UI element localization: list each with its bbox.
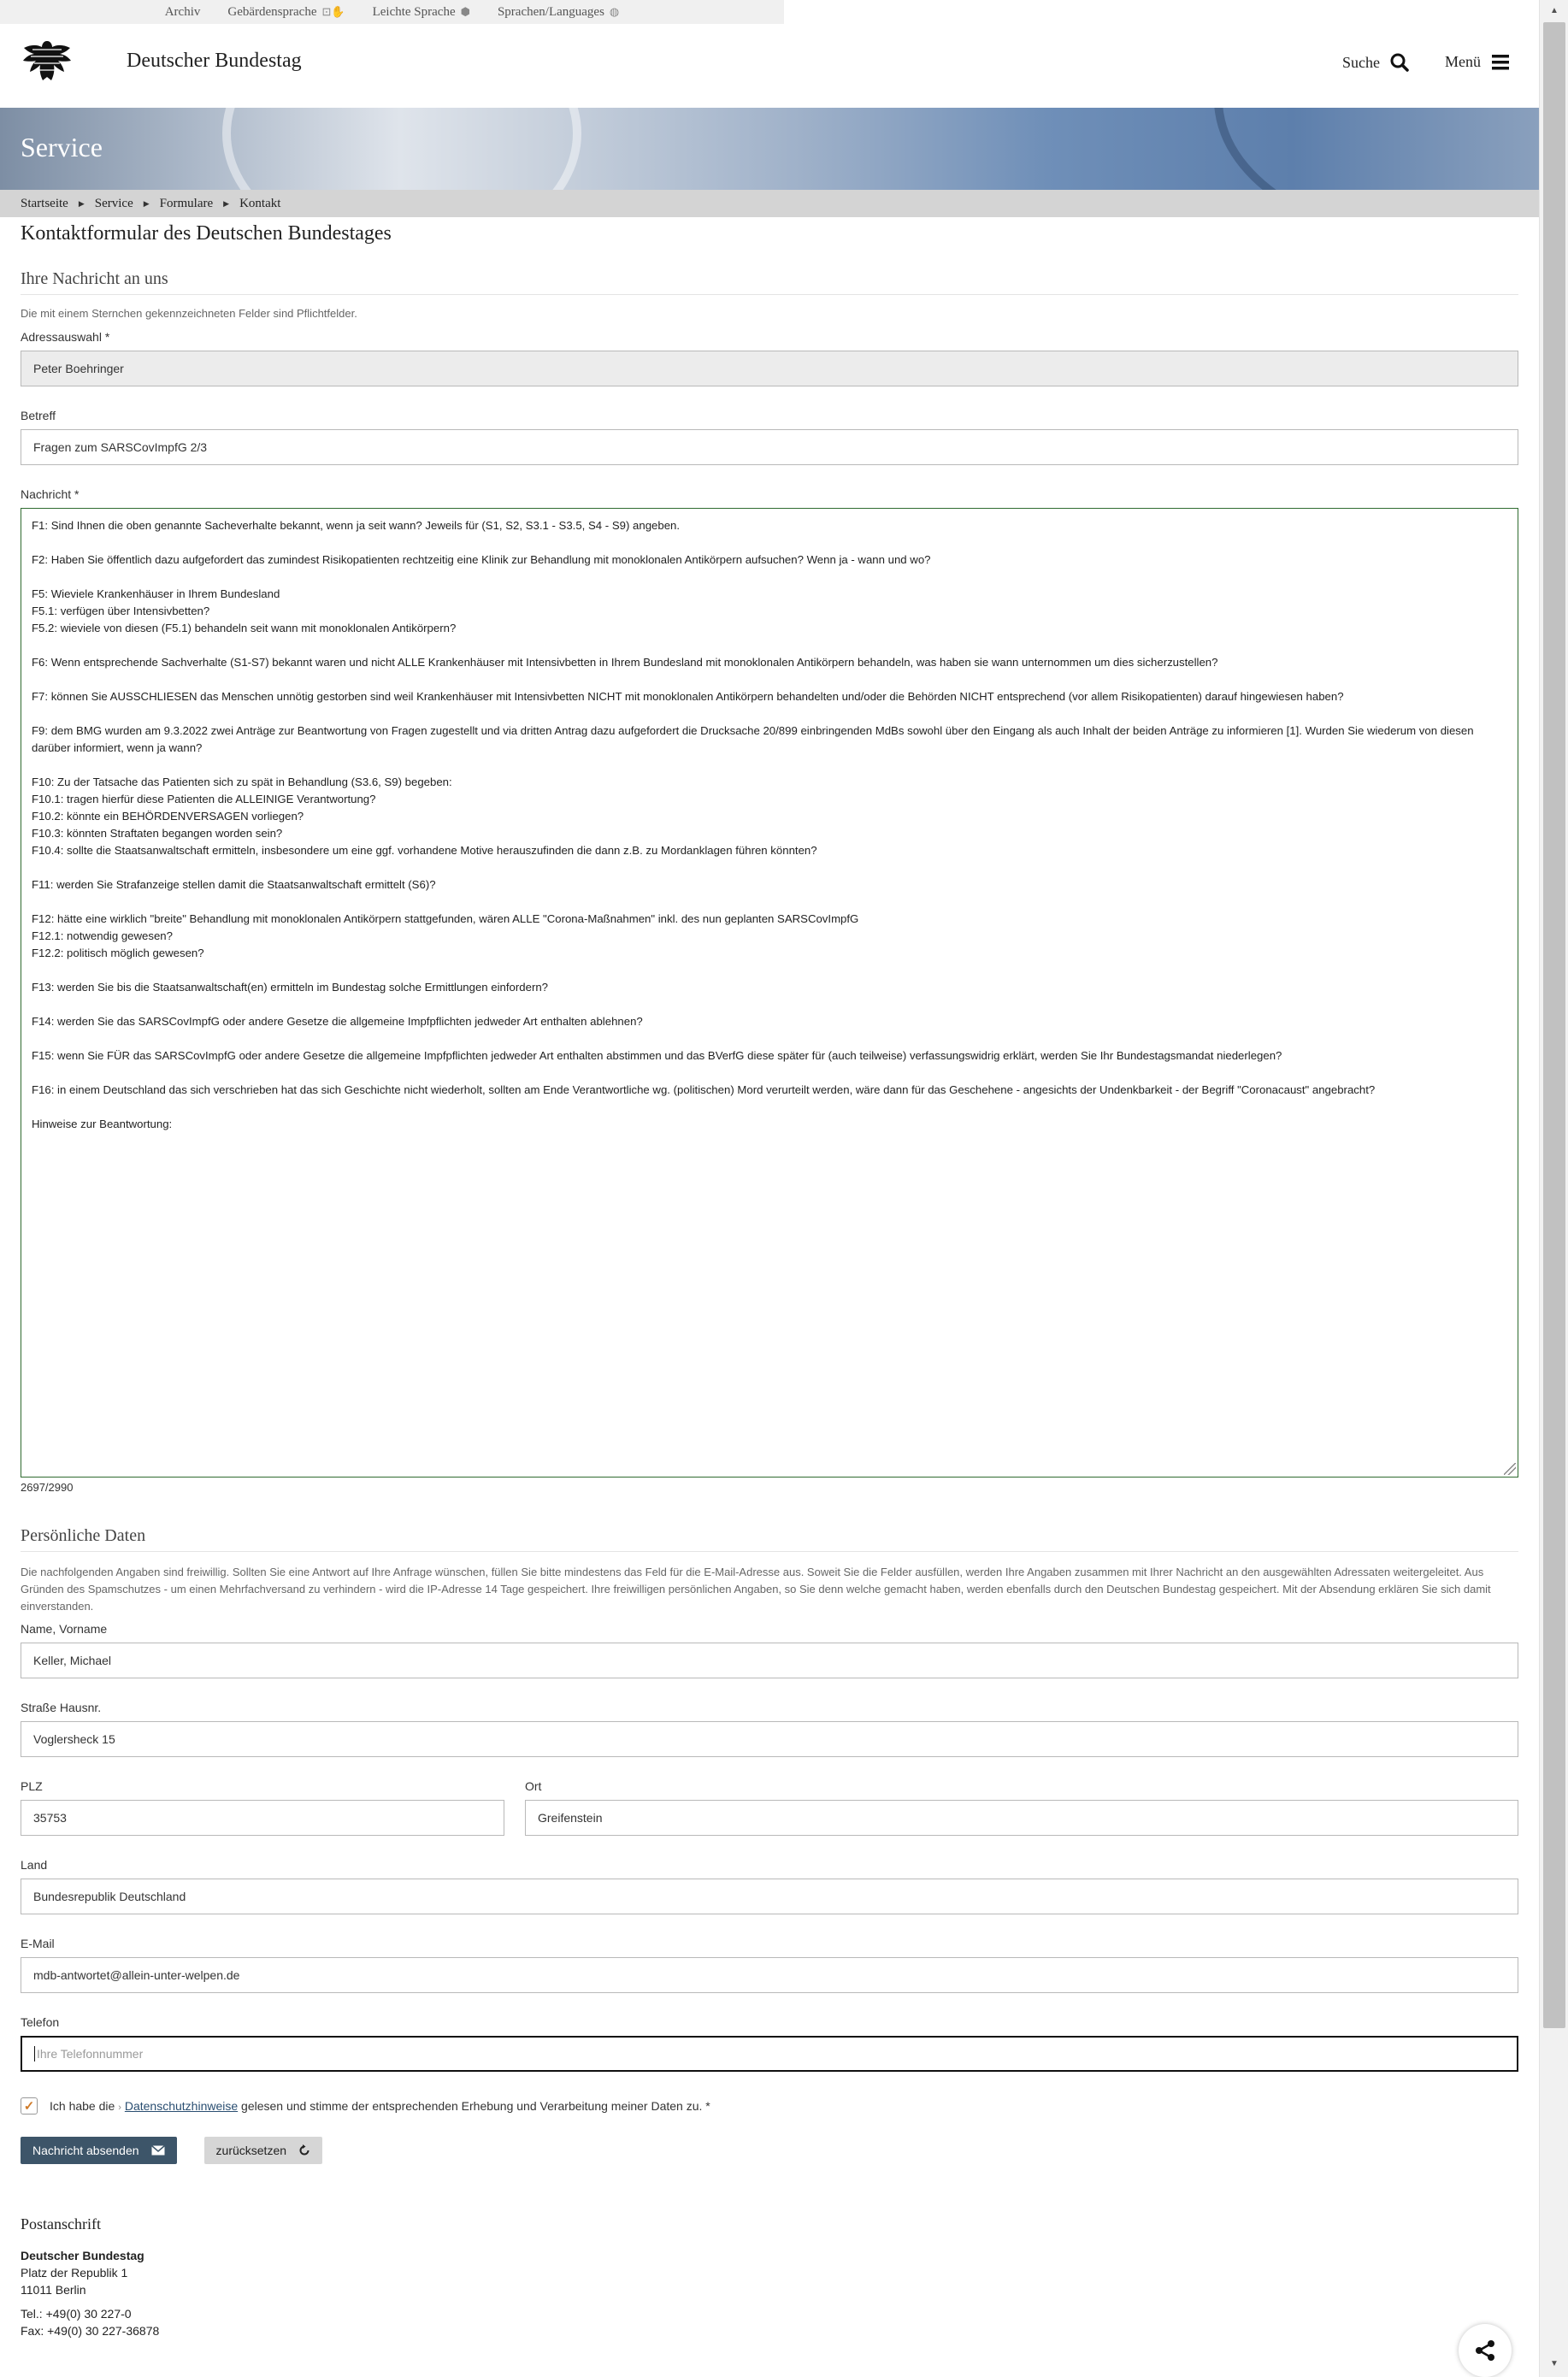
message-line: F2: Haben Sie öffentlich dazu aufgefordert das zumindest Risikopatienten rechtzeitig eine Klinik zur Behandlung mit monoklonalen Antikörpern aufsuchen? Wenn ja - wann und wo? — [32, 553, 931, 566]
message-line: F14: werden Sie das SARSCovImpfG oder andere Gesetze die allgemeine Impfpflichten jedweder Art enthalten ablehnen? — [32, 1015, 643, 1028]
search-button[interactable] — [1342, 53, 1409, 72]
breadcrumb — [0, 190, 1539, 217]
message-line: F9: dem BMG wurden am 9.3.2022 zwei Anträge zur Beantwortung von Fragen zugestellt und via dritten Antrag dazu aufgefordert die Drucksache 20/899 einbringenden MdBs sowohl über den Eingang als auch Inhalt der beiden Anträge zu informieren [1]. Wurden Sie wiederum von diesen darüber informiert, wenn ja wann? — [32, 724, 1477, 754]
message-line — [32, 996, 1507, 1013]
search-icon — [1390, 53, 1409, 72]
breadcrumb-item[interactable]: Startseite — [21, 196, 68, 210]
city-group — [525, 1757, 1518, 1836]
address-select[interactable] — [21, 351, 1518, 386]
plz-input-value: 35753 — [33, 1811, 67, 1825]
postal-fax: Fax: +49(0) 30 227-36878 — [21, 2324, 160, 2338]
plz-group — [21, 1757, 504, 1836]
message-line — [32, 534, 1507, 551]
country-input[interactable] — [21, 1879, 1518, 1914]
message-line — [32, 1065, 1507, 1082]
banner-decoration — [1214, 108, 1539, 190]
topbar-archiv-link[interactable]: Archiv — [164, 4, 201, 19]
email-input-value: mdb-antwortet@allein-unter-welpen.de — [33, 1968, 240, 1982]
name-input-value: Keller, Michael — [33, 1654, 112, 1667]
message-line: F11: werden Sie Strafanzeige stellen damit die Staatsanwaltschaft ermittelt (S6)? — [32, 878, 436, 891]
consent-checkbox[interactable] — [21, 2097, 38, 2115]
message-line: F6: Wenn entsprechende Sachverhalte (S1-S7) bekannt waren und nicht ALLE Krankenhäuser mit Intensivbetten in Ihrem Bundesland mit monoklonalen Antikörpern behandeln, was haben sie wann unternommen um dies sicherzustellen? — [32, 656, 1218, 669]
postal-street: Platz der Republik 1 — [21, 2266, 128, 2280]
plz-label: PLZ — [21, 1779, 43, 1793]
country-label: Land — [21, 1858, 48, 1872]
site-header — [0, 24, 1539, 108]
privacy-notice: Die nachfolgenden Angaben sind freiwillig. Sollten Sie eine Antwort auf Ihre Anfrage wünschen, füllen Sie bitte mindestens das Feld für die E-Mail-Adresse aus. Soweit Sie die Felder ausfüllen, werden Ihre Angaben zusammen mit Ihrer Nachricht an den ausgewählten Adressaten weitergeleitet. Aus Gründen des Spamschutzes - um einen Mehrfachversand zu verhindern - wird die IP-Adresse 14 Tage gespeichert. Ihre freiwilligen persönlichen Angaben, so Sie denn welche gemacht haben, werden ebenfalls durch den Deutschen Bundestag gespeichert. Mit der Absendung erklären Sie sich damit einverstanden. — [21, 1566, 1491, 1613]
message-line: F10.2: könnte ein BEHÖRDENVERSAGEN vorliegen? — [32, 810, 304, 823]
scroll-down-icon[interactable]: ▼ — [1550, 2358, 1559, 2368]
address-select-value: Peter Boehringer — [33, 362, 124, 375]
utility-bar — [0, 0, 784, 24]
email-input[interactable] — [21, 1957, 1518, 1993]
message-line: F10.1: tragen hierfür diese Patienten die ALLEINIGE Verantwortung? — [32, 793, 376, 805]
message-line — [32, 894, 1507, 911]
submit-button-label: Nachricht absenden — [32, 2144, 139, 2157]
city-label: Ort — [525, 1779, 542, 1793]
section-banner — [0, 108, 1539, 190]
message-line: F12: hätte eine wirklich "breite" Behandlung mit monoklonalen Antikörpern stattgefunden, wären ALLE "Corona-Maßnahmen" inkl. des nun geplanten SARSCovImpfG — [32, 912, 859, 925]
city-input[interactable] — [525, 1800, 1518, 1836]
street-label: Straße Hausnr. — [21, 1701, 102, 1714]
message-line: F10: Zu der Tatsache das Patienten sich zu spät in Behandlung (S3.6, S9) begeben: — [32, 776, 452, 788]
message-line: F5.1: verfügen über Intensivbetten? — [32, 605, 210, 617]
globe-icon: ◍ — [609, 5, 620, 18]
name-label: Name, Vorname — [21, 1622, 108, 1636]
reset-icon — [298, 2144, 310, 2156]
form-buttons — [21, 2137, 1518, 2164]
text-cursor — [34, 2046, 35, 2061]
postal-org: Deutscher Bundestag — [21, 2249, 144, 2262]
message-line: F10.4: sollte die Staatsanwaltschaft ermitteln, insbesondere um eine ggf. vorhandene Motive herauszufinden die dann z.B. zu Mordanklagen führen könnten? — [32, 844, 817, 857]
resize-handle-icon[interactable] — [1504, 1463, 1516, 1475]
message-label: Nachricht * — [21, 487, 80, 501]
submit-button[interactable] — [21, 2137, 177, 2164]
message-line — [32, 705, 1507, 723]
main-content — [21, 217, 1518, 2339]
message-line: F13: werden Sie bis die Staatsanwaltschaft(en) ermitteln im Bundestag solche Ermittlungen einfordern? — [32, 981, 549, 994]
sign-language-icon: ⊡✋ — [321, 5, 345, 18]
search-label: Suche — [1342, 53, 1380, 71]
required-hint: Die mit einem Sternchen gekennzeichneten Felder sind Pflichtfelder. — [21, 307, 357, 320]
banner-title: Service — [21, 132, 103, 162]
phone-input-placeholder: Ihre Telefonnummer — [37, 2047, 144, 2061]
subject-label: Betreff — [21, 409, 56, 422]
message-line: F7: können Sie AUSSCHLIESEN das Menschen unnötig gestorben sind weil Krankenhäuser mit Intensivbetten NICHT mit monoklonalen Antikörpern behandelten und/oder die Behörden NICHT entsprechend (vor allem Risikopatienten) darauf hingewiesen haben? — [32, 690, 1344, 703]
street-input-value: Voglersheck 15 — [33, 1732, 115, 1746]
subject-input-value: Fragen zum SARSCovImpfG 2/3 — [33, 440, 208, 454]
caret-right-icon: ▶ — [143, 198, 150, 208]
topbar-languages-link[interactable]: Sprachen/Languages ◍ — [497, 4, 620, 19]
menu-button[interactable] — [1445, 53, 1510, 71]
email-label: E-Mail — [21, 1937, 55, 1950]
caret-right-icon: ▶ — [78, 198, 85, 208]
phone-input[interactable] — [21, 2036, 1518, 2072]
personal-section-title: Persönliche Daten — [21, 1526, 1518, 1552]
name-input[interactable] — [21, 1643, 1518, 1678]
message-line: Hinweise zur Beantwortung: — [32, 1118, 173, 1130]
share-icon — [1474, 2339, 1496, 2362]
reset-button[interactable] — [204, 2137, 322, 2164]
message-text — [32, 517, 1507, 1133]
message-section-title: Ihre Nachricht an uns — [21, 269, 1518, 295]
message-line — [32, 1030, 1507, 1047]
breadcrumb-current: Kontakt — [239, 196, 281, 210]
page-scrollbar[interactable] — [1539, 0, 1568, 2377]
character-counter: 2697/2990 — [21, 1481, 74, 1494]
phone-label: Telefon — [21, 2015, 60, 2029]
message-line — [32, 637, 1507, 654]
country-input-value: Bundesrepublik Deutschland — [33, 1890, 186, 1903]
easy-language-icon: ⬢ — [460, 5, 470, 18]
address-label: Adressauswahl * — [21, 330, 110, 344]
message-line: F1: Sind Ihnen die oben genannte Sacheverhalte bekannt, wenn ja seit wann? Jeweils für (S1, S2, S3.1 - S3.5, S4 - S9) angeben. — [32, 519, 681, 532]
postal-phone: Tel.: +49(0) 30 227-0 — [21, 2307, 132, 2321]
menu-label: Menü — [1445, 53, 1481, 70]
message-line — [32, 962, 1507, 979]
scroll-thumb[interactable] — [1543, 22, 1565, 2028]
eagle-logo-icon[interactable] — [21, 38, 74, 84]
message-line: F5: Wieviele Krankenhäuser in Ihrem Bundesland — [32, 587, 280, 600]
consent-text: Ich habe die › Datenschutzhinweise gelesen und stimme der entsprechenden Erhebung und Verarbeitung meiner Daten zu. * — [50, 2099, 710, 2113]
breadcrumb-item[interactable]: Formulare — [159, 196, 214, 210]
plz-input[interactable] — [21, 1800, 504, 1836]
checkmark-icon: ✓ — [23, 2099, 35, 2114]
scroll-up-icon[interactable]: ▲ — [1550, 5, 1559, 15]
message-line — [32, 569, 1507, 586]
message-line: F5.2: wieviele von diesen (F5.1) behandeln seit wann mit monoklonalen Antikörpern? — [32, 622, 457, 634]
message-textarea[interactable] — [21, 508, 1518, 1478]
reset-button-label: zurücksetzen — [215, 2144, 287, 2157]
message-line — [32, 859, 1507, 876]
message-line — [32, 757, 1507, 774]
message-line: F16: in einem Deutschland das sich verschrieben hat das sich Geschichte nicht wiederholt, sollten am Ende Verantwortliche wg. (politischen) Mord verurteilt werden, wäre dann für das Geschehene - angesichts der Undenkbarkeit - der Begriff "Coronacaust" angebracht? — [32, 1083, 1376, 1096]
breadcrumb-item[interactable]: Service — [94, 196, 133, 210]
topbar-sign-language-link[interactable]: Gebärdensprache ⊡✋ — [227, 4, 345, 19]
message-line — [32, 1099, 1507, 1116]
message-line: F10.3: könnten Straftaten begangen worden sein? — [32, 827, 283, 840]
message-line: F12.2: politisch möglich gewesen? — [32, 947, 204, 959]
postal-title: Postanschrift — [21, 2215, 101, 2232]
message-line: F15: wenn Sie FÜR das SARSCovImpfG oder andere Gesetze die allgemeine Impfpflichten jedweder Art enthalten abstimmen und das BVerfG diese später für (auch teilweise) verfassungswidrig erklärt, werden Sie Ihr Bundestagsmandat niederlegen? — [32, 1049, 1282, 1062]
share-button[interactable] — [1459, 2324, 1512, 2377]
postal-address — [21, 2215, 1518, 2339]
privacy-link[interactable]: Datenschutzhinweise — [124, 2099, 239, 2113]
consent-row — [21, 2097, 1518, 2115]
hamburger-icon — [1491, 54, 1510, 71]
page-title: Kontaktformular des Deutschen Bundestages — [21, 222, 392, 245]
banner-decoration — [222, 108, 581, 190]
topbar-easy-language-link[interactable]: Leichte Sprache ⬢ — [372, 4, 470, 19]
subject-input[interactable] — [21, 429, 1518, 465]
city-input-value: Greifenstein — [538, 1811, 603, 1825]
message-line: F12.1: notwendig gewesen? — [32, 929, 173, 942]
envelope-icon — [151, 2145, 165, 2156]
external-link-icon: › — [118, 2103, 121, 2113]
postal-city: 11011 Berlin — [21, 2283, 86, 2297]
caret-right-icon: ▶ — [223, 198, 230, 208]
message-line — [32, 671, 1507, 688]
site-brand[interactable]: Deutscher Bundestag — [127, 50, 302, 72]
street-input[interactable] — [21, 1721, 1518, 1757]
